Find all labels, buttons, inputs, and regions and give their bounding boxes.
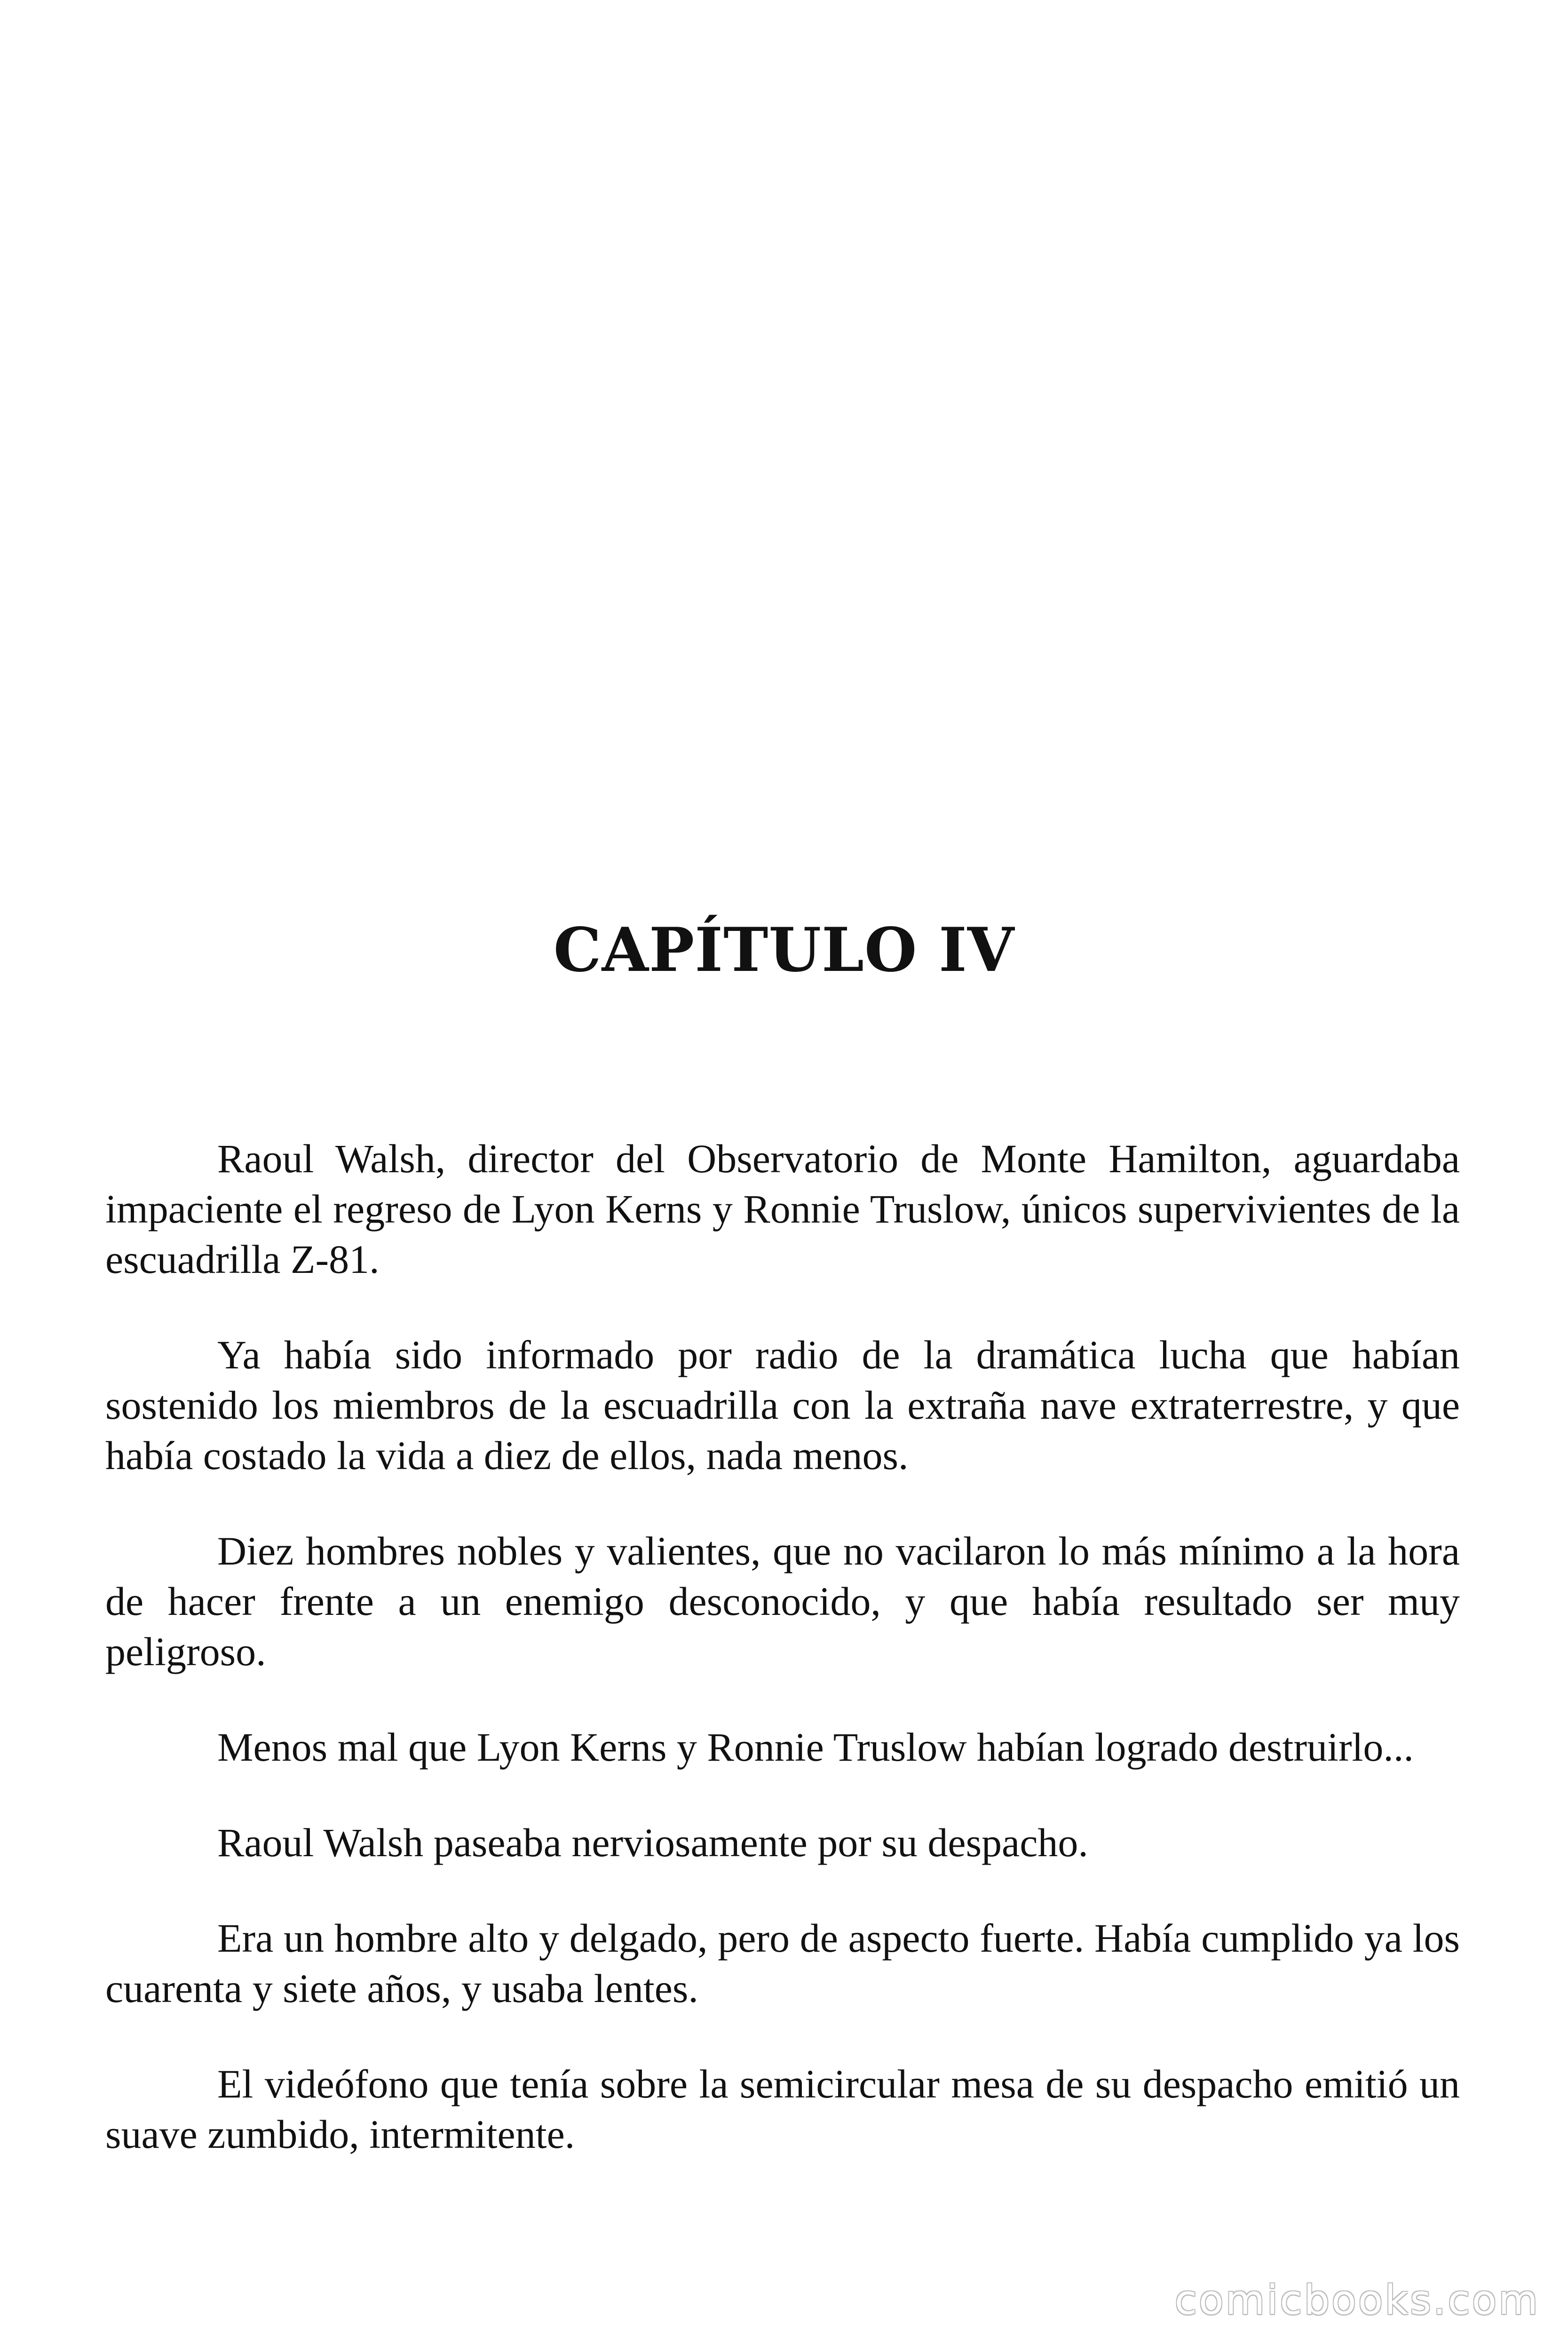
- paragraph: El videófono que tenía sobre la semicircular mesa de su despacho emitió un suave zumbido, intermitente.: [105, 2061, 1460, 2157]
- paragraph: Diez hombres nobles y valientes, que no vacilaron lo más mínimo a la hora de hacer frente a un enemigo desconocido, y que había resultado ser muy peligroso.: [105, 1528, 1460, 1674]
- paragraph: Era un hombre alto y delgado, pero de aspecto fuerte. Había cumplido ya los cuarenta y siete años, y usaba lentes.: [105, 1915, 1460, 2011]
- paragraph: Ya había sido informado por radio de la dramática lucha que habían sostenido los miembros de la escuadrilla con la extraña nave extraterrestre, y que había costado la vida a diez de ellos, nada menos.: [105, 1332, 1460, 1478]
- paragraph: Menos mal que Lyon Kerns y Ronnie Truslow habían logrado destruirlo...: [217, 1724, 1414, 1770]
- chapter-body: [105, 1134, 1460, 2205]
- chapter-title: CAPÍTULO IV: [553, 915, 1015, 985]
- paragraph: Raoul Walsh paseaba nerviosamente por su despacho.: [217, 1820, 1088, 1865]
- watermark-logo: comicbooks.com: [1174, 2277, 1540, 2324]
- paragraph: Raoul Walsh, director del Observatorio de Monte Hamilton, aguardaba impaciente el regreso de Lyon Kerns y Ronnie Truslow, únicos supervivientes de la escuadrilla Z-81.: [105, 1136, 1460, 1282]
